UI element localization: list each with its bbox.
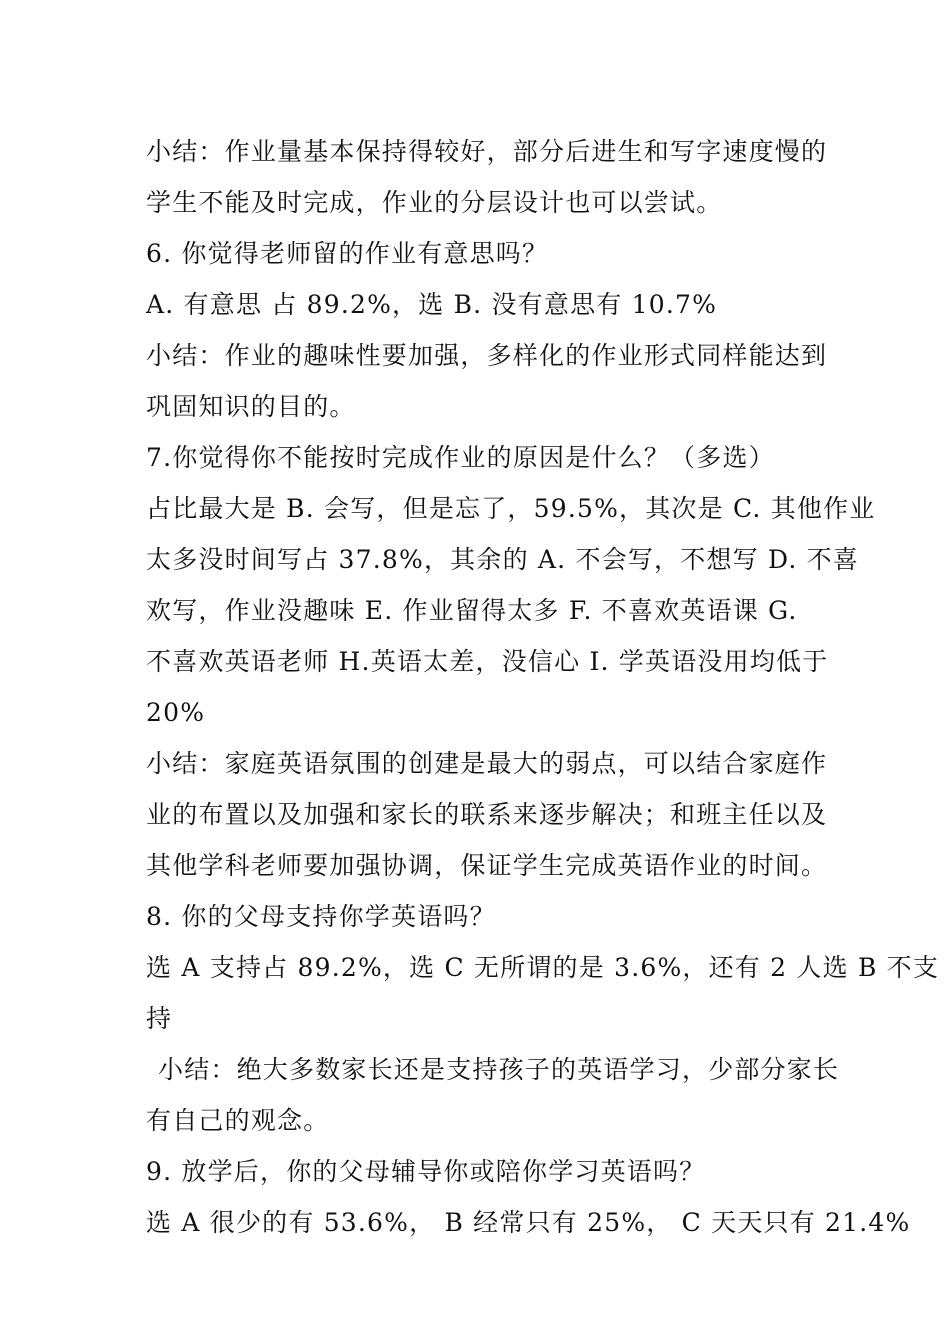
text-line: 小结：作业的趣味性要加强，多样化的作业形式同样能达到 bbox=[146, 341, 828, 370]
answer-6: A. 有意思 占 89.2%，选 B. 没有意思有 10.7% bbox=[146, 290, 718, 319]
answer-7: 欢写，作业没趣味 E. 作业留得太多 F. 不喜欢英语课 G. bbox=[146, 596, 798, 625]
text-line: 小结：绝大多数家长还是支持孩子的英语学习，少部分家长 bbox=[158, 1055, 840, 1084]
text-line: 小结：作业量基本保持得较好，部分后进生和写字速度慢的 bbox=[146, 137, 828, 166]
answer-7: 不喜欢英语老师 H.英语太差，没信心 I. 学英语没用均低于 bbox=[146, 647, 829, 676]
answer-9: 选 A 很少的有 53.6%， B 经常只有 25%， C 天天只有 21.4% bbox=[146, 1208, 911, 1237]
question-6: 6. 你觉得老师留的作业有意思吗？ bbox=[146, 239, 549, 268]
question-7: 7.你觉得你不能按时完成作业的原因是什么？（多选） bbox=[146, 443, 775, 472]
answer-8: 选 A 支持占 89.2%，选 C 无所谓的是 3.6%，还有 2 人选 B 不支 bbox=[146, 953, 940, 982]
text-line: 巩固知识的目的。 bbox=[146, 392, 356, 421]
answer-7: 20% bbox=[146, 698, 206, 727]
text-line: 小结：家庭英语氛围的创建是最大的弱点，可以结合家庭作 bbox=[146, 749, 828, 778]
answer-7: 太多没时间写占 37.8%，其余的 A. 不会写，不想写 D. 不喜 bbox=[146, 545, 860, 574]
text-line: 有自己的观念。 bbox=[146, 1106, 330, 1135]
text-line: 学生不能及时完成，作业的分层设计也可以尝试。 bbox=[146, 188, 723, 217]
question-9: 9. 放学后，你的父母辅导你或陪你学习英语吗？ bbox=[146, 1157, 706, 1186]
text-line: 其他学科老师要加强协调，保证学生完成英语作业的时间。 bbox=[146, 851, 828, 880]
answer-8: 持 bbox=[146, 1004, 173, 1033]
answer-7: 占比最大是 B. 会写，但是忘了，59.5%，其次是 C. 其他作业 bbox=[146, 494, 876, 523]
question-8: 8. 你的父母支持你学英语吗？ bbox=[146, 902, 496, 931]
text-line: 业的布置以及加强和家长的联系来逐步解决；和班主任以及 bbox=[146, 800, 828, 829]
